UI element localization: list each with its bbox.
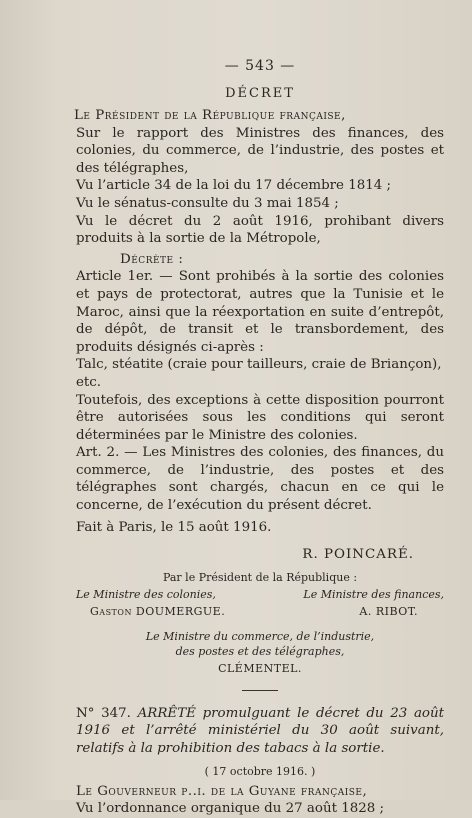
arrete-date: ( 17 octobre 1916. ) <box>204 764 316 778</box>
arrete-number: N° 347. <box>76 705 131 721</box>
arrete-heading-text: ARRÊTÉ promulguant le décret du 23 août 1916 et l’arrêté ministériel du 30 août suivant, relatifs à la prohibition des tabacs à la sortie. <box>76 705 444 757</box>
minister-finances-name: A. RIBOT. <box>359 604 418 618</box>
minister-finances-label: Le Ministre des finances, <box>303 587 444 601</box>
considerant-4: Vu le décret du 2 août 1916, prohibant divers produits à la sortie de la Métropole, <box>76 213 444 247</box>
ministers-names-row <box>76 602 444 619</box>
considerant-3: Vu le sénatus-consulte du 3 mai 1854 ; <box>76 195 339 211</box>
minister-colonies-name: Gaston DOUMERGUE. <box>90 604 226 618</box>
arrete-line-1: Le Gouverneur p..i. de la Guyane française, <box>76 783 368 799</box>
page-number: — 543 — <box>224 58 296 74</box>
article-2: Art. 2. — Les Ministres des colonies, des finances, du commerce, de l’industrie, des postes et des télégraphes sont chargés, chacun en ce qui le concerne, de l’exécution du présent décret. <box>76 445 444 514</box>
decree-title: DÉCRET <box>225 86 295 101</box>
decrete-label: Décrète : <box>120 251 184 267</box>
article-1-exceptions: Toutefois, des exceptions à cette disposition pourront être autorisées sous les conditions qui seront déterminées par le Ministre des colonies. <box>76 392 444 443</box>
minister-colonies-label: Le Ministre des colonies, <box>76 587 216 601</box>
by-president: Par le Président de la République : <box>162 570 358 584</box>
arrete-heading <box>76 705 444 758</box>
done-at: Fait à Paris, le 15 août 1916. <box>76 519 272 535</box>
article-1: Article 1er. — Sont prohibés à la sortie des colonies et pays de protectorat, autres que la Tunisie et le Maroc, ainsi que la réexportation en suite d’entrepôt, de dépôt, de transit et le transbordement, des produits désignés ci-après : <box>76 269 444 355</box>
ministers-labels-row <box>76 587 444 602</box>
decree-header: Le Président de la République française, <box>74 108 346 123</box>
considerant-1: Sur le rapport des Ministres des finances, des colonies, du commerce, de l’industrie, des postes et des télégraphes, <box>76 125 444 176</box>
minister-commerce-name: CLÉMENTEL. <box>218 661 302 675</box>
considerant-2: Vu l’article 34 de la loi du 17 décembre 1814 ; <box>76 178 392 194</box>
arrete-line-2: Vu l’ordonnance organique du 27 août 1828 ; <box>76 801 385 817</box>
article-1-product: Talc, stéatite (craie pour tailleurs, craie de Briançon), etc. <box>76 357 442 390</box>
signature-main: R. POINCARÉ. <box>302 547 414 563</box>
section-divider <box>242 690 278 691</box>
minister-commerce-label: Le Ministre du commerce, de l’industrie, des postes et des télégraphes, <box>145 629 375 658</box>
